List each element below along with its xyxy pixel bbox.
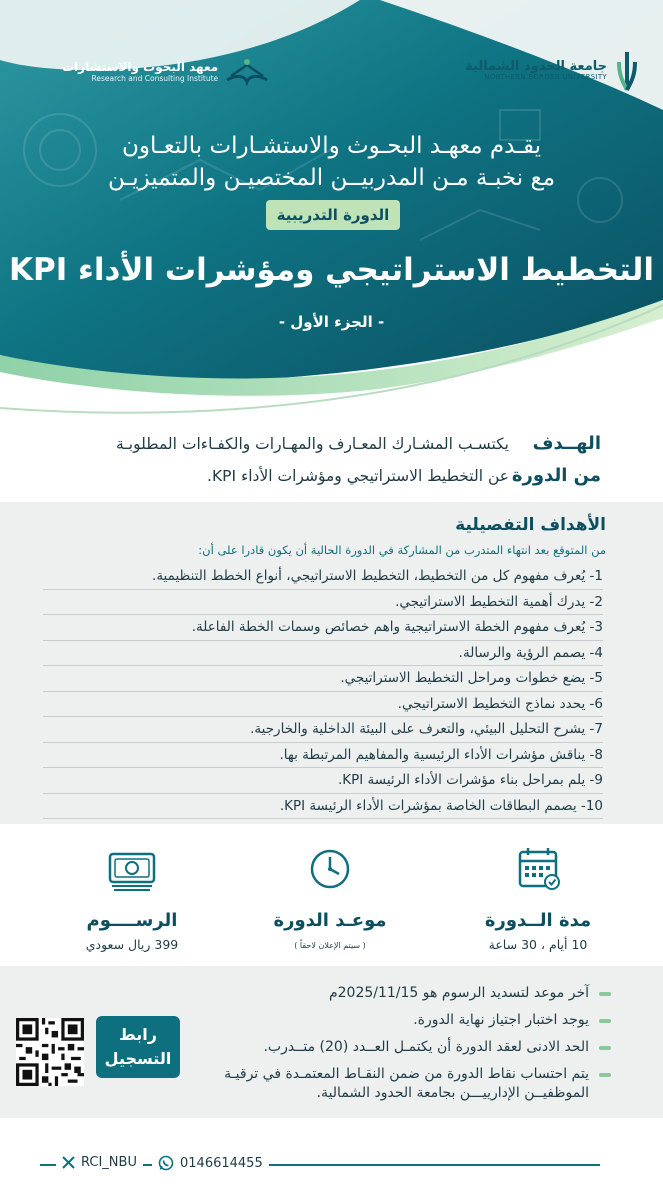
schedule-note: ( سيتم الإعلان لاحقاً ) [294,941,366,950]
register-label-line-2: التسجيل [104,1049,172,1068]
objectives-subtitle: من المتوقع بعد انتهاء المتدرب من المشاركة في الدورة الحالية أن يكون قادرا على أن: [198,543,606,557]
objective-item: 8- يناقش مؤشرات الأداء الرئيسية والمفاهيم المرتبطة بها. [43,743,603,769]
goal-label-line-1: الهــدف [532,433,601,454]
money-icon [102,844,162,894]
notes-section [0,966,663,1118]
objectives-list [43,564,603,819]
intro-line-2: مع نخبـة مـن المدربيــن المختصيـن والمتميزيـن [107,165,556,191]
nbu-name-ar: جامعة الحدود الشمالية [465,59,607,74]
note-text: يتم احتساب نقاط الدورة من ضمن النقـاط المعتمـدة في ترقيـة الموظفيــن الإدارييـــن بجامعة الحدود الشمالية. [224,1066,589,1101]
rci-book-icon [224,56,270,88]
rci-name-ar: معهد البحوث والاستشارات [62,59,219,74]
whatsapp-icon [158,1155,174,1171]
duration-value: 10 أيام ، 30 ساعة [488,937,588,952]
course-type-badge: الدورة التدريبية [266,200,400,230]
calendar-icon [508,844,568,894]
duration-label: مدة الــدورة [484,910,592,931]
goal-label-line-2: من الدورة [511,465,601,486]
fees-label: الرســــوم [86,910,178,931]
bullet-dash-icon [599,992,611,996]
objective-item: 2- يدرك أهمية التخطيط الاستراتيجي. [43,590,603,616]
nbu-name-en: NORTHERN BORDER UNIVERSITY [484,73,607,82]
nbu-logo [465,50,641,92]
objective-item: 7- يشرح التحليل البيئي، والتعرف على البيئة الداخلية والخارجية. [43,717,603,743]
objective-item: 5- يضع خطوات ومراحل التخطيط الاستراتيجي. [43,666,603,692]
objective-item: 6- يحدد نماذج التخطيط الاستراتيجي. [43,692,603,718]
course-title: التخطيط الاستراتيجي ومؤشرات الأداء KPI [8,252,655,288]
note-item [216,984,611,1003]
note-text: يوجد اختبار اجتياز نهاية الدورة. [413,1012,589,1028]
schedule-label: موعـد الدورة [273,910,387,931]
register-label-line-1: رابط [119,1025,157,1044]
clock-icon [300,844,360,894]
header-banner [0,0,663,420]
note-item [216,1038,611,1057]
phone-contact [152,1155,269,1171]
footer [0,1118,663,1200]
nbu-emblem-icon [613,50,641,92]
phone-number: 0146614455 [180,1155,263,1171]
duration-info [453,844,623,952]
fees-value: 399 ريال سعودي [85,937,179,952]
note-item [216,1065,611,1103]
schedule-info [245,844,415,950]
intro-text [0,130,663,194]
note-text: الحد الادنى لعقد الدورة أن يكتمـل العــدد (20) متــدرب. [263,1039,589,1055]
note-item [216,1011,611,1030]
goal-text-line-2: عن التخطيط الاستراتيجي ومؤشرات الأداء KPI. [207,467,509,485]
objective-item: 10- يصمم البطاقات الخاصة بمؤشرات الأداء الرئيسة KPI. [43,794,603,820]
x-icon [62,1156,75,1169]
notes-list [216,984,611,1111]
objective-item: 9- يلم بمراحل بناء مؤشرات الأداء الرئيسة KPI. [43,768,603,794]
intro-line-1: يقـدم معهـد البحـوث والاستشـارات بالتعـاون [121,133,542,159]
x-contact [56,1155,143,1170]
note-text: آخر موعد لتسديد الرسوم هو 2025/11/15م [328,985,589,1001]
objective-item: 1- يُعرف مفهوم كل من التخطيط، التخطيط الاستراتيجي، أنواع الخطط التنظيمية. [43,564,603,590]
course-part: - الجزء الأول - [278,313,385,331]
goal-text-line-1: يكتسـب المشـارك المعـارف والمهـارات والكفـاءات المطلوبـة [115,435,509,453]
fees-info [47,844,217,952]
objective-item: 3- يُعرف مفهوم الخطة الاستراتيجية واهم خصائص وسمات الخطة الفاعلة. [43,615,603,641]
bullet-dash-icon [599,1046,611,1050]
objective-item: 4- يصمم الرؤية والرسالة. [43,641,603,667]
registration-qr-code[interactable] [16,1018,84,1086]
rci-name-en: Research and Consulting Institute [91,73,219,83]
course-goal-section [0,420,663,500]
objectives-title: الأهداف التفصيلية [455,515,606,535]
bullet-dash-icon [599,1019,611,1023]
bullet-dash-icon [599,1073,611,1077]
registration-link-button[interactable] [96,1016,180,1078]
detailed-objectives-section [0,502,663,824]
course-info-section [0,826,663,966]
x-handle: RCI_NBU [81,1155,137,1170]
goal-label [512,428,601,492]
rci-logo [62,56,270,88]
goal-text [49,428,509,492]
